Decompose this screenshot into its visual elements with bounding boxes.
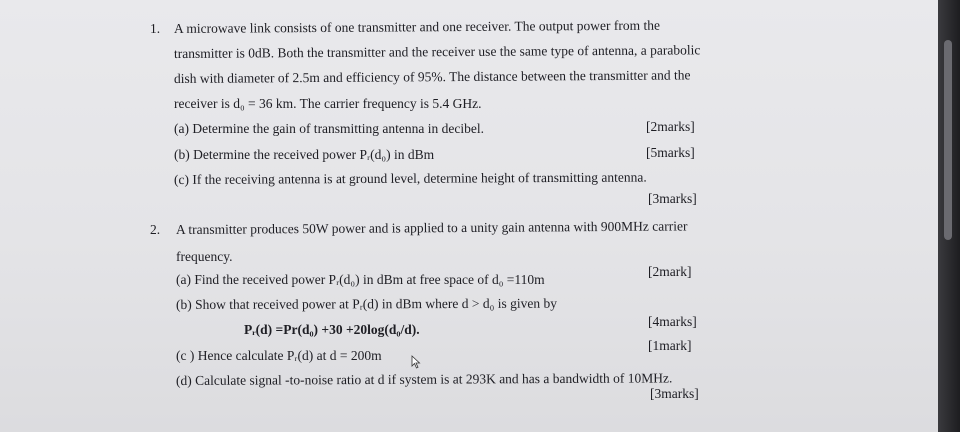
q2a-text: (a) Find the received power Pᵣ(d₀) in dBm at free space of d₀ =110m	[176, 272, 545, 287]
q1a-text: (a) Determine the gain of transmitting antenna in decibel.	[174, 121, 485, 136]
dark-edge-scrollbar[interactable]	[938, 0, 960, 432]
q1-line-2: transmitter is 0dB. Both the transmitter and the receiver use the same type of antenna, a parabolic	[173, 42, 701, 61]
q1b-marks: [5marks]	[646, 145, 695, 160]
q1a-marks: [2marks]	[646, 119, 695, 134]
q2b-marks: [4marks]	[648, 314, 697, 329]
q2a-marks: [2mark]	[648, 264, 692, 279]
q2c-marks: [1mark]	[648, 338, 692, 353]
q2d-text: (d) Calculate signal -to-noise ratio at d if system is at 293K and has a bandwidth of 10MHz.	[175, 370, 673, 388]
q2-formula: Pᵣ(d) =Pr(d₀) +30 +20log(d₀/d).	[244, 322, 420, 337]
q1-line-3: dish with diameter of 2.5m and efficiency of 95%. The distance between the transmitter and the	[173, 67, 691, 86]
q2d-marks: [3marks]	[650, 386, 699, 401]
q2-line-1: A transmitter produces 50W power and is applied to a unity gain antenna with 900MHz carrier	[175, 218, 688, 237]
q1b-text: (b) Determine the received power Pᵣ(d₀) in dBm	[174, 147, 435, 162]
q1c-text: (c) If the receiving antenna is at ground level, determine height of transmitting antenna.	[173, 169, 647, 187]
q2-number: 2.	[150, 222, 161, 237]
q1-number: 1.	[150, 21, 161, 36]
q2b-text: (b) Show that received power at Pᵣ(d) in dBm where d > d₀ is given by	[175, 295, 557, 312]
q1c-marks: [3marks]	[648, 191, 697, 206]
q2c-text: (c ) Hence calculate Pᵣ(d) at d = 200m	[176, 348, 382, 363]
mouse-cursor-icon	[411, 355, 421, 369]
q2-line-2: frequency.	[176, 249, 233, 264]
scrollbar-thumb[interactable]	[944, 40, 952, 240]
q1-line-4: receiver is d₀ = 36 km. The carrier frequency is 5.4 GHz.	[174, 96, 482, 111]
q1-line-1: A microwave link consists of one transmitter and one receiver. The output power from the	[173, 17, 661, 36]
